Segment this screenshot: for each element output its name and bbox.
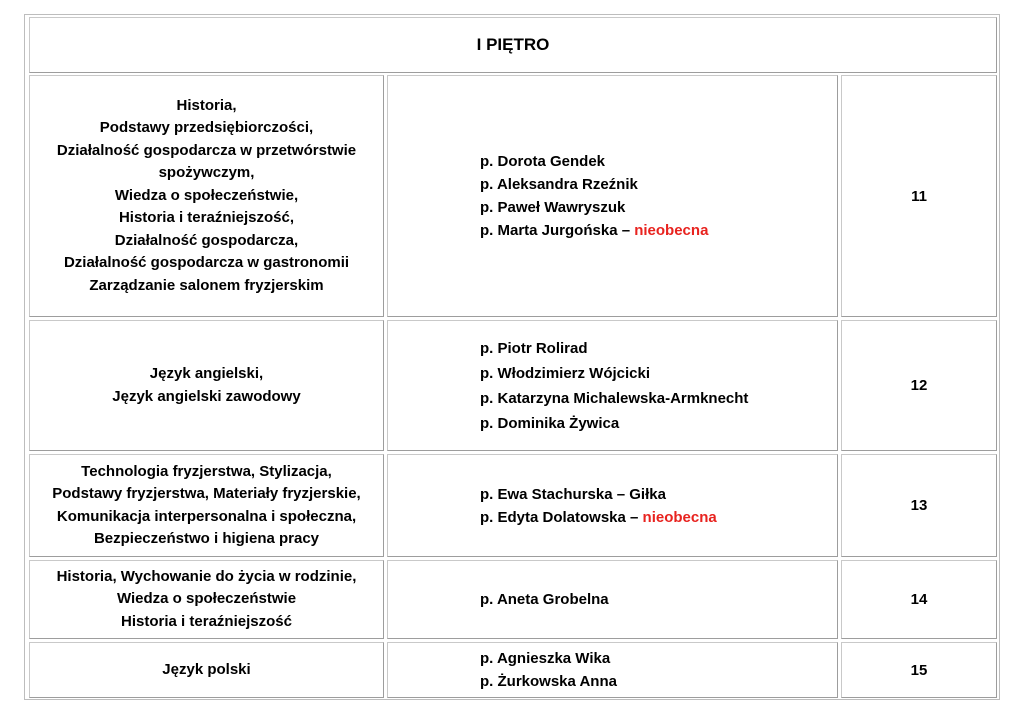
room-number: 15	[910, 661, 928, 679]
subject-line: Podstawy przedsiębiorczości,	[99, 119, 314, 137]
teacher-name: p. Dominika Żywica	[480, 414, 620, 432]
subject-line: Technologia fryzjerstwa, Stylizacja,	[81, 462, 332, 480]
teacher-name: p. Piotr Rolirad	[480, 339, 588, 357]
subject-line: Zarządzanie salonem fryzjerskim	[89, 276, 324, 294]
teacher-line	[480, 670, 837, 693]
teacher-line	[480, 506, 837, 529]
teacher-name: p. Marta Jurgońska –	[480, 222, 635, 239]
subject-line: Język polski	[162, 660, 251, 678]
teacher-name: p. Katarzyna Michalewska-Armknecht	[480, 389, 749, 407]
room-number-cell	[841, 75, 997, 317]
teacher-name: p. Edyta Dolatowska –	[480, 508, 643, 526]
teachers-cell	[387, 320, 838, 451]
room-number-cell	[841, 642, 997, 698]
subject-line: spożywczym,	[158, 164, 255, 182]
teachers-cell	[387, 642, 838, 698]
room-number: 14	[910, 591, 928, 608]
room-number: 11	[911, 187, 927, 205]
subject-line: Historia i teraźniejszość,	[118, 209, 295, 227]
teacher-line	[480, 386, 837, 411]
teacher-name: p. Ewa Stachurska – Giłka	[480, 485, 666, 503]
teacher-line	[480, 411, 837, 436]
subject-line: Historia, Wychowanie do życia w rodzinie,	[56, 567, 357, 585]
teacher-name: p. Dorota Gendek	[480, 153, 606, 170]
room-number-cell	[841, 320, 997, 451]
teacher-line	[480, 219, 837, 242]
room-number-cell	[841, 454, 997, 557]
teachers-cell	[387, 454, 838, 557]
teacher-name: p. Agnieszka Wika	[480, 650, 611, 667]
subject-line: Wiedza o społeczeństwie	[116, 590, 297, 608]
floor-title: I PIĘTRO	[476, 35, 550, 54]
teachers-cell	[387, 75, 838, 317]
teachers-cell	[387, 560, 838, 639]
subject-line: Bezpieczeństwo i higiena pracy	[93, 530, 320, 547]
subject-line: Historia,	[176, 96, 237, 114]
teacher-line	[480, 150, 837, 173]
subject-line: Działalność gospodarcza,	[114, 231, 299, 249]
subject-line: Komunikacja interpersonalna i społeczna,	[56, 507, 357, 525]
floor-title-cell	[29, 17, 997, 73]
teacher-line	[480, 336, 837, 361]
teacher-name: p. Paweł Wawryszuk	[480, 199, 626, 216]
subjects-cell	[29, 320, 384, 451]
teacher-name: p. Aneta Grobelna	[480, 591, 609, 608]
subjects-cell	[29, 560, 384, 639]
room-number-cell	[841, 560, 997, 639]
subjects-cell	[29, 642, 384, 698]
room-number: 12	[910, 377, 928, 394]
subjects-cell	[29, 75, 384, 317]
absence-status: nieobecna	[642, 508, 717, 526]
subject-line: Język angielski,	[149, 365, 264, 382]
teacher-line	[480, 483, 837, 506]
teacher-line	[480, 647, 837, 670]
room-number: 13	[910, 497, 928, 514]
subject-line: Język angielski zawodowy	[112, 387, 301, 405]
teacher-name: p. Aleksandra Rzeźnik	[480, 176, 638, 193]
teacher-name: p. Włodzimierz Wójcicki	[480, 364, 651, 382]
subject-line: Wiedza o społeczeństwie,	[114, 186, 299, 204]
teacher-line	[480, 196, 837, 219]
teacher-line	[480, 588, 837, 611]
subjects-cell	[29, 454, 384, 557]
subject-line: Podstawy fryzjerstwa, Materiały fryzjerskie,	[52, 485, 361, 502]
subject-line: Historia i teraźniejszość	[121, 612, 292, 630]
teacher-line	[480, 361, 837, 386]
absence-status: nieobecna	[634, 222, 709, 239]
subject-line: Działalność gospodarcza w gastronomii	[63, 254, 350, 272]
teacher-line	[480, 173, 837, 196]
teacher-name: p. Żurkowska Anna	[480, 673, 617, 690]
subject-line: Działalność gospodarcza w przetwórstwie	[56, 141, 357, 159]
